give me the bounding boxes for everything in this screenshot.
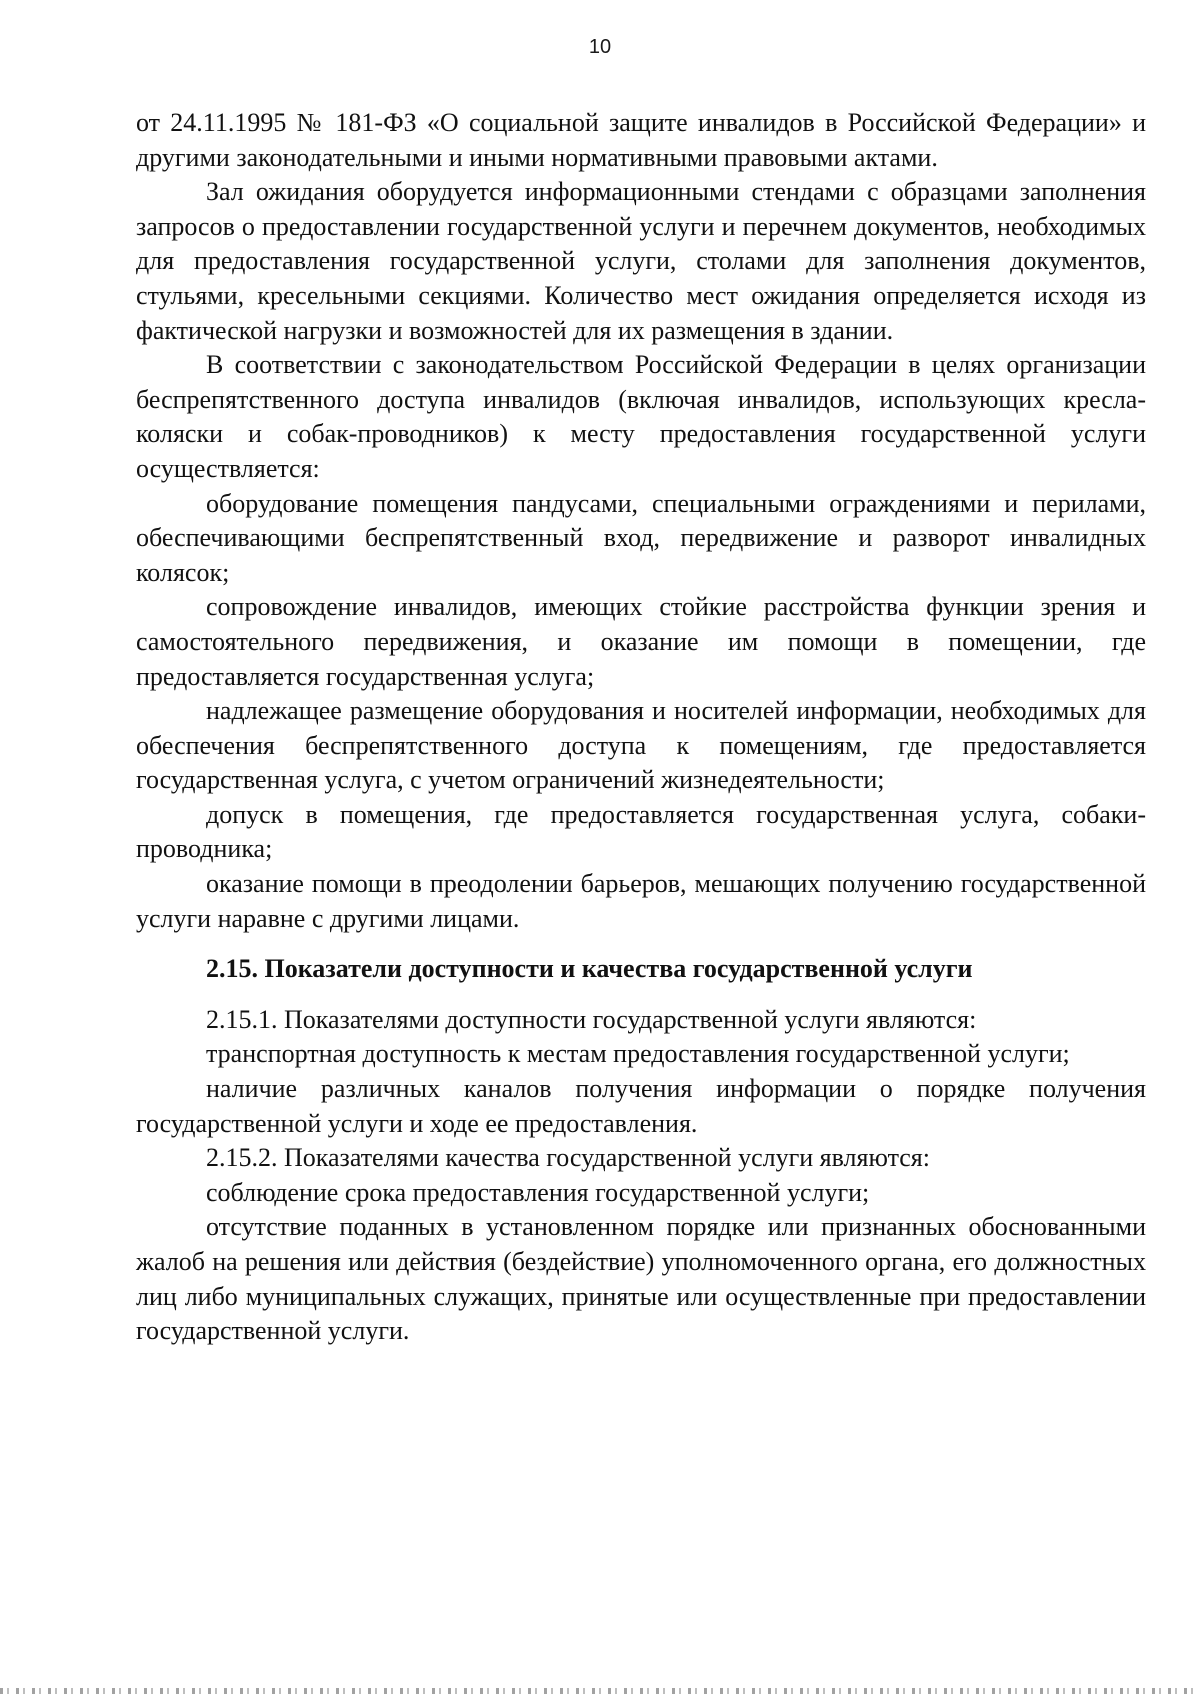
paragraph-transport: транспортная доступность к местам предоставления государственной услуги;	[206, 1039, 1070, 1069]
paragraph-accessibility-intro: В соответствии с законодательством Российской Федерации в целях организации беспрепятственного доступа инвалидов (включая инвалидов, использующих кресла-коляски и собак-проводников) к месту предоставления государственной услуги осуществляется:	[136, 350, 1146, 483]
paragraph-waiting-hall: Зал ожидания оборудуется информационными стендами с образцами заполнения запросов о предоставлении государственной услуги и перечнем документов, необходимых для предоставления государственной услуги, столами для заполнения документов, стульями, кресельными секциями. Количество мест ожидания определяется исходя из фактической нагрузки и возможностей для их размещения в здании.	[136, 177, 1146, 345]
paragraph-complaints: отсутствие поданных в установленном порядке или признанных обоснованными жалоб на решения или действия (бездействие) уполномоченного органа, его должностных лиц либо муниципальных служащих, принятые или осуществленные при предоставлении государственной услуги.	[136, 1212, 1146, 1346]
paragraph-deadline: соблюдение срока предоставления государственной услуги;	[206, 1177, 870, 1207]
paragraph-legal-reference: от 24.11.1995 № 181-ФЗ «О социальной защите инвалидов в Российской Федерации» и другими законодательными и иными нормативными правовыми актами.	[136, 108, 1146, 172]
paragraph-barriers: оказание помощи в преодолении барьеров, мешающих получению государственной услуги наравне с другими лицами.	[136, 869, 1146, 933]
document-body	[136, 106, 1146, 1349]
scan-edge-artifact	[0, 1688, 1200, 1694]
paragraph-guide-dog: допуск в помещения, где предоставляется государственная услуга, собаки-проводника;	[136, 799, 1146, 864]
section-heading: 2.15. Показатели доступности и качества государственной услуги	[206, 954, 973, 984]
paragraph-channels: наличие различных каналов получения информации о порядке получения государственной услуги и ходе ее предоставления.	[136, 1074, 1146, 1138]
paragraph-equipment-placement: надлежащее размещение оборудования и носителей информации, необходимых для обеспечения беспрепятственного доступа к помещениям, где предоставляется государственная услуга, с учетом ограничений жизнедеятельности;	[136, 696, 1146, 795]
paragraph-escort: сопровождение инвалидов, имеющих стойкие расстройства функции зрения и самостоятельного передвижения, и оказание им помощи в помещении, где предоставляется государственная услуга;	[136, 592, 1146, 691]
paragraph-2-15-2: 2.15.2. Показателями качества государственной услуги являются:	[206, 1143, 930, 1173]
paragraph-2-15-1: 2.15.1. Показателями доступности государственной услуги являются:	[206, 1004, 977, 1034]
page-number: 10	[588, 36, 612, 58]
paragraph-ramps: оборудование помещения пандусами, специальными ограждениями и перилами, обеспечивающими беспрепятственный вход, передвижение и разворот инвалидных колясок;	[136, 488, 1146, 587]
